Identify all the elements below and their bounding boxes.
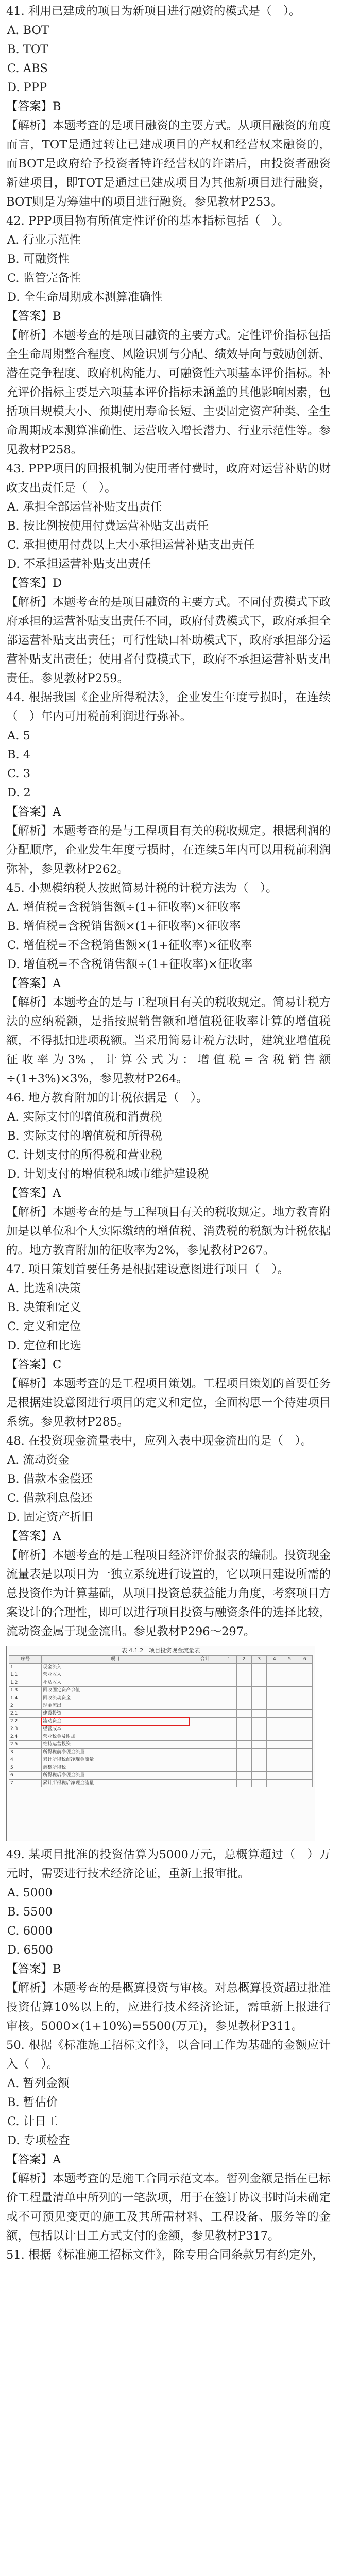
table-header-cell: 1 [221,1656,236,1664]
explanation-text: 【解析】本题考查的是工程项目策划。工程项目策划的首要任务是根据建设意图进行项目的定义和定位，全面构思一个待建项目系统。参见教材P285。 [6,1377,331,1429]
table-cell: 补贴收入 [42,1679,189,1687]
table-cell: 累计所得税后净现金流量 [42,1780,189,1787]
table-cell: 建设投资 [42,1710,189,1718]
table-cell [252,1687,267,1694]
question-block [6,2246,331,2265]
question-block [6,212,331,460]
table-cell [297,1733,313,1741]
table-cell [267,1687,282,1694]
table-cell: 2.2 [9,1718,42,1725]
table-cell [189,1733,221,1741]
table-cell [189,1718,221,1725]
table-cell [221,1772,236,1780]
table-header-cell: 3 [252,1656,267,1664]
table-cell [189,1741,221,1749]
answer-key: 【答案】A [6,1530,61,1543]
table-cell [252,1749,267,1756]
answer-key: 【答案】A [6,2153,61,2166]
table-cell: 2.4 [9,1733,42,1741]
answer-option: B. 可融资性 [7,252,70,266]
table-cell [221,1749,236,1756]
table-cell [221,1710,236,1718]
table-cell [267,1780,282,1787]
table-cell [236,1780,251,1787]
question-stem: 45. 小规模纳税人按照简易计税的计税方法为（ ）。 [6,882,278,895]
table-row [9,1710,313,1718]
answer-option: D. 计划支付的增值税和城市维护建设税 [7,1167,209,1181]
table-cell [221,1718,236,1725]
table-cell [236,1741,251,1749]
table-cell [221,1764,236,1772]
question-stem: 51. 根据《标准施工招标文件》，除专用合同条款另有约定外， [6,2248,324,2262]
answer-option: D. 专项检查 [7,2134,70,2147]
table-cell [236,1725,251,1733]
table-header-cell: 4 [267,1656,282,1664]
table-row [9,1687,313,1694]
table-cell [282,1702,297,1710]
question-stem: 42. PPP项目物有所值定性评价的基本指标包括（ ）。 [6,214,289,228]
answer-option: C. 增值税=不含税销售额×(1+征收率)×征收率 [7,939,252,952]
table-cell [236,1756,251,1764]
table-cell [189,1687,221,1694]
question-block [6,1260,331,1432]
table-row [9,1702,313,1710]
answer-option: A. 承担全部运营补贴支出责任 [7,500,162,514]
table-cell [282,1780,297,1787]
table-cell: 营业收入 [42,1671,189,1679]
answer-option: C. 6000 [7,1924,53,1938]
table-cell [282,1741,297,1749]
table-cell [189,1671,221,1679]
table-cell: 3 [9,1749,42,1756]
question-stem: 50. 根据《标准施工招标文件》，以合同工作为基础的金额应计入（ ）。 [6,2039,331,2071]
table-cell [282,1749,297,1756]
table-header-cell: 序号 [9,1656,42,1664]
table-cell [297,1780,313,1787]
table-cell [236,1694,251,1702]
table-header-cell: 5 [282,1656,297,1664]
table-cell [189,1756,221,1764]
question-block [6,1089,331,1260]
table-cell: 1.1 [9,1671,42,1679]
answer-option: D. 全生命周期成本测算准确性 [7,291,163,304]
table-cell [189,1780,221,1787]
table-cell [267,1694,282,1702]
table-cell [236,1710,251,1718]
table-cell [221,1733,236,1741]
answer-key: 【答案】C [6,1358,62,1371]
table-cell [267,1710,282,1718]
table-cell [267,1772,282,1780]
table-cell [189,1710,221,1718]
answer-option: D. 固定资产折旧 [7,1511,93,1524]
table-cell [267,1741,282,1749]
table-cell: 2.3 [9,1725,42,1733]
table-cell [189,1679,221,1687]
answer-option: D. 2 [7,786,31,800]
table-cell: 现金流出 [42,1702,189,1710]
table-cell [236,1687,251,1694]
answer-option: B. 决策和定义 [7,1301,81,1314]
answer-option: A. 增值税=含税销售额÷(1+征收率)×征收率 [7,901,241,914]
answer-option: D. PPP [7,81,47,94]
table-cell [252,1725,267,1733]
table-cell [297,1664,313,1671]
table-cell [252,1756,267,1764]
table-cell [252,1679,267,1687]
table-cell: 回收流动资金 [42,1694,189,1702]
table-row [9,1749,313,1756]
explanation-text: 【解析】本题考查的是与工程项目有关的税收规定。简易计税方法的应纳税额，是指按照销售额和增值税征收率计算的增值税额，不得抵扣进项税额。当采用简易计税方法时，建筑业增值税征收率为3%，计算公式为：增值税=含税销售额÷(1+3%)×3%，参见教材P264。 [6,996,331,1086]
table-cell [297,1702,313,1710]
table-cell [189,1664,221,1671]
table-cell [297,1710,313,1718]
table-cell [236,1671,251,1679]
table-cell [189,1702,221,1710]
table-cell [267,1749,282,1756]
answer-key: 【答案】A [6,805,61,819]
explanation-text: 【解析】本题考查的是概算投资与审核。对总概算投资超过批准投资估算10%以上的，应进行技术经济论证，需重新上报进行审核。5000×(1+10%)=5500(万元)，参见教材P311。 [6,1981,331,2033]
answer-option: C. 定义和定位 [7,1320,81,1333]
table-cell [267,1718,282,1725]
answer-option: A. 流动资金 [7,1453,70,1467]
table-cell [236,1702,251,1710]
explanation-text: 【解析】本题考查的是施工合同示范文本。暂列金额是指在已标价工程量清单中所列的一笔款项，用于在签订协议书时尚未确定或不可预见变更的施工及其所需材料、工程设备、服务等的金额，包括以计日工方式支付的金额，参见教材P317。 [6,2172,331,2243]
table-cell [189,1725,221,1733]
answer-option: B. 暂估价 [7,2096,58,2109]
table-cell [221,1702,236,1710]
table-cell [221,1741,236,1749]
question-stem: 47. 项目策划首要任务是根据建设意图进行项目（ ）。 [6,1263,289,1276]
table-header-row [9,1656,313,1664]
table-cell [252,1733,267,1741]
question-block [6,460,331,688]
answer-option: D. 不承担运营补贴支出责任 [7,557,151,571]
table-row [9,1718,313,1725]
question-stem: 41. 利用已建成的项目为新项目进行融资的模式是（ ）。 [6,5,301,18]
table-row [9,1671,313,1679]
table-row [9,1772,313,1780]
answer-option: B. 按比例按使用付费运营补贴支出责任 [7,519,209,533]
answer-option: B. 5500 [7,1905,53,1919]
table-cell [236,1664,251,1671]
answer-option: C. ABS [7,62,48,75]
table-cell: 1.3 [9,1687,42,1694]
table-header-cell: 2 [236,1656,251,1664]
table-cell: 现金流入 [42,1664,189,1671]
table-cell [282,1687,297,1694]
answer-option: C. 监管完备性 [7,272,81,285]
table-cell [297,1671,313,1679]
table-cell [297,1679,313,1687]
answer-option: C. 3 [7,767,31,781]
table-cell: 所得税前净现金流量 [42,1749,189,1756]
table-cell: 维持运营投资 [42,1741,189,1749]
table-cell [282,1733,297,1741]
table-cell [282,1710,297,1718]
table-cell [282,1772,297,1780]
table-cell: 调整所得税 [42,1764,189,1772]
question-stem: 43. PPP项目的回报机制为使用者付费时，政府对运营补贴的财政支出责任是（ ）。 [6,462,331,495]
answer-option: A. 行业示范性 [7,233,81,247]
answer-option: A. 5 [7,729,30,742]
answer-key: 【答案】A [6,977,61,990]
explanation-text: 【解析】本题考查的是与工程项目有关的税收规定。根据利润的分配顺序，企业发生年度亏损时，在连续5年内可以用税前利润弥补，参见教材P262。 [6,824,331,876]
table-cell [282,1764,297,1772]
table-cell [221,1664,236,1671]
table-cell: 6 [9,1772,42,1780]
table-cell [282,1694,297,1702]
question-block [6,2,331,212]
table-cell [252,1710,267,1718]
explanation-text: 【解析】本题考查的是工程项目经济评价报表的编制。投资现金流量表是以项目为一独立系统进行设置的，它以项目建设所需的总投资作为计算基础，从项目投资总获益能力角度，考察项目方案设计的合理性，即可以进行项目投资与融资条件的选择比较，流动资金属于现金流出。参见教材P296～297。 [6,1549,331,1638]
answer-option: A. 实际支付的增值税和消费税 [7,1110,162,1124]
table-cell [236,1764,251,1772]
table-cell [297,1756,313,1764]
table-cell: 1 [9,1664,42,1671]
answer-option: B. 借款本金偿还 [7,1472,93,1486]
table-cell [221,1687,236,1694]
table-row [9,1756,313,1764]
answer-option: D. 6500 [7,1943,53,1957]
table-cell [189,1772,221,1780]
table-cell [282,1664,297,1671]
explanation-text: 【解析】本题考查的是与工程项目有关的税收规定。地方教育附加是以单位和个人实际缴纳的增值税、消费税的税额为计税依据的。地方教育附加的征收率为2%，参见教材P267。 [6,1206,331,1257]
table-cell: 5 [9,1764,42,1772]
explanation-text: 【解析】本题考查的是项目融资的主要方式。不同付费模式下政府承担的运营补贴支出责任不同，政府付费模式下，政府承担全部运营补贴支出责任；可行性缺口补助模式下，政府承担部分运营补贴支出责任；使用者付费模式下，政府不承担运营补贴支出责任。参见教材P259。 [6,596,331,685]
table-cell [297,1718,313,1725]
table-cell [297,1741,313,1749]
explanation-text: 【解析】本题考查的是项目融资的主要方式。从项目融资的角度而言，TOT是通过转让已建成项目的产权和经营权来融资的，而BOT是政府给予投资者特许经营权的许诺后，由投资者融资新建项目，即TOT是通过已建成项目为其他新项目进行融资，BOT则是为筹建中的项目进行融资。参见教材P253。 [6,119,331,209]
table-cell [236,1772,251,1780]
cash-flow-table-figure [6,1646,315,1841]
table-cell [267,1733,282,1741]
table-cell [267,1756,282,1764]
table-cell [236,1679,251,1687]
answer-option: C. 计划支付的所得税和营业税 [7,1148,162,1162]
question-block [6,1845,331,2036]
question-stem: 49. 某项目批准的投资估算为5000万元，总概算超过（ ）万元时，需要进行技术经济论证，重新上报审批。 [6,1848,331,1880]
table-cell [297,1749,313,1756]
table-row [9,1764,313,1772]
table-cell [297,1764,313,1772]
table-cell [282,1756,297,1764]
table-cell [267,1764,282,1772]
table-cell [221,1679,236,1687]
table-cell [221,1756,236,1764]
table-header-cell: 6 [297,1656,313,1664]
question-block [6,1432,331,1841]
table-cell [189,1694,221,1702]
table-cell [221,1725,236,1733]
table-header-cell: 项目 [42,1656,189,1664]
table-row [9,1694,313,1702]
question-block [6,2036,331,2246]
answer-option: B. TOT [7,43,48,56]
answer-option: B. 增值税=含税销售额×(1+征收率)×征收率 [7,920,241,933]
table-row [9,1733,313,1741]
table-cell [267,1702,282,1710]
table-cell [252,1780,267,1787]
question-stem: 48. 在投资现金流量表中，应列入表中现金流出的是（ ）。 [6,1434,313,1448]
table-cell [252,1772,267,1780]
table-cell [189,1749,221,1756]
table-cell: 累计所得税前净现金流量 [42,1756,189,1764]
table-cell [236,1718,251,1725]
answer-option: C. 承担使用付费以上大小承担运营补贴支出责任 [7,538,255,552]
table-cell: 7 [9,1780,42,1787]
table-cell: 所得税后净现金流量 [42,1772,189,1780]
table-row [9,1725,313,1733]
table-cell: 1.2 [9,1679,42,1687]
question-stem: 46. 地方教育附加的计税依据是（ ）。 [6,1091,208,1105]
table-title: 表 4.1.2 项目投资现金流量表 [121,1647,200,1654]
table-cell [252,1664,267,1671]
answer-option: B. 实际支付的增值税和所得税 [7,1129,162,1143]
answer-option: A. BOT [7,24,49,37]
answer-option: D. 增值税=不含税销售额÷(1+征收率)×征收率 [7,958,253,971]
table-row [9,1741,313,1749]
table-cell: 流动资金 [42,1718,189,1725]
table-cell: 回收固定资产余值 [42,1687,189,1694]
answer-key: 【答案】A [6,1187,61,1200]
table-cell [252,1741,267,1749]
answer-option: C. 借款利息偿还 [7,1492,93,1505]
table-cell [252,1671,267,1679]
table-cell [221,1780,236,1787]
table-cell [236,1749,251,1756]
table-row [9,1679,313,1687]
table-cell [297,1694,313,1702]
table-row [9,1780,313,1787]
table-cell [189,1764,221,1772]
table-cell [297,1772,313,1780]
table-cell [267,1679,282,1687]
table-cell [282,1679,297,1687]
table-cell [236,1733,251,1741]
table-cell: 经营成本 [42,1725,189,1733]
explanation-text: 【解析】本题考查的是项目融资的主要方式。定性评价指标包括全生命周期整合程度、风险识别与分配、绩效导向与鼓励创新、潜在竞争程度、政府机构能力、可融资性六项基本评价指标。补充评价指标主要是六项基本评价指标未涵盖的其他影响因素，包括项目规模大小、预期使用寿命长短、主要固定资产种类、全生命周期成本测算准确性、运营收入增长潜力、行业示范性等。参见教材P258。 [6,329,331,456]
question-block [6,688,331,879]
table-cell [252,1702,267,1710]
table-header-cell: 合计 [189,1656,221,1664]
question-block [6,879,331,1089]
answer-key: 【答案】B [6,1962,61,1976]
cash-flow-table [9,1655,313,1787]
answer-key: 【答案】B [6,310,61,323]
table-row [9,1664,313,1671]
answer-key: 【答案】D [6,577,62,590]
table-cell [252,1764,267,1772]
table-cell [282,1671,297,1679]
table-cell: 1.4 [9,1694,42,1702]
table-cell [282,1725,297,1733]
answer-option: D. 定位和比选 [7,1339,82,1352]
table-cell: 营业税金及附加 [42,1733,189,1741]
answer-option: A. 5000 [7,1886,53,1900]
table-cell [297,1725,313,1733]
table-cell: 2 [9,1702,42,1710]
answer-option: A. 暂列金额 [7,2077,70,2090]
answer-option: C. 计日工 [7,2115,58,2128]
table-cell [297,1687,313,1694]
answer-option: A. 比选和决策 [7,1282,81,1295]
table-cell [252,1718,267,1725]
table-cell [267,1725,282,1733]
answer-key: 【答案】B [6,100,61,113]
table-cell: 4 [9,1756,42,1764]
table-cell [282,1718,297,1725]
table-cell [221,1694,236,1702]
question-stem: 44. 根据我国《企业所得税法》，企业发生年度亏损时，在连续（ ）年内可用税前利润进行弥补。 [6,691,331,723]
table-cell [221,1671,236,1679]
answer-option: B. 4 [7,748,31,761]
table-cell [252,1694,267,1702]
table-cell [267,1671,282,1679]
table-cell [267,1664,282,1671]
table-cell: 2.1 [9,1710,42,1718]
table-cell: 2.5 [9,1741,42,1749]
